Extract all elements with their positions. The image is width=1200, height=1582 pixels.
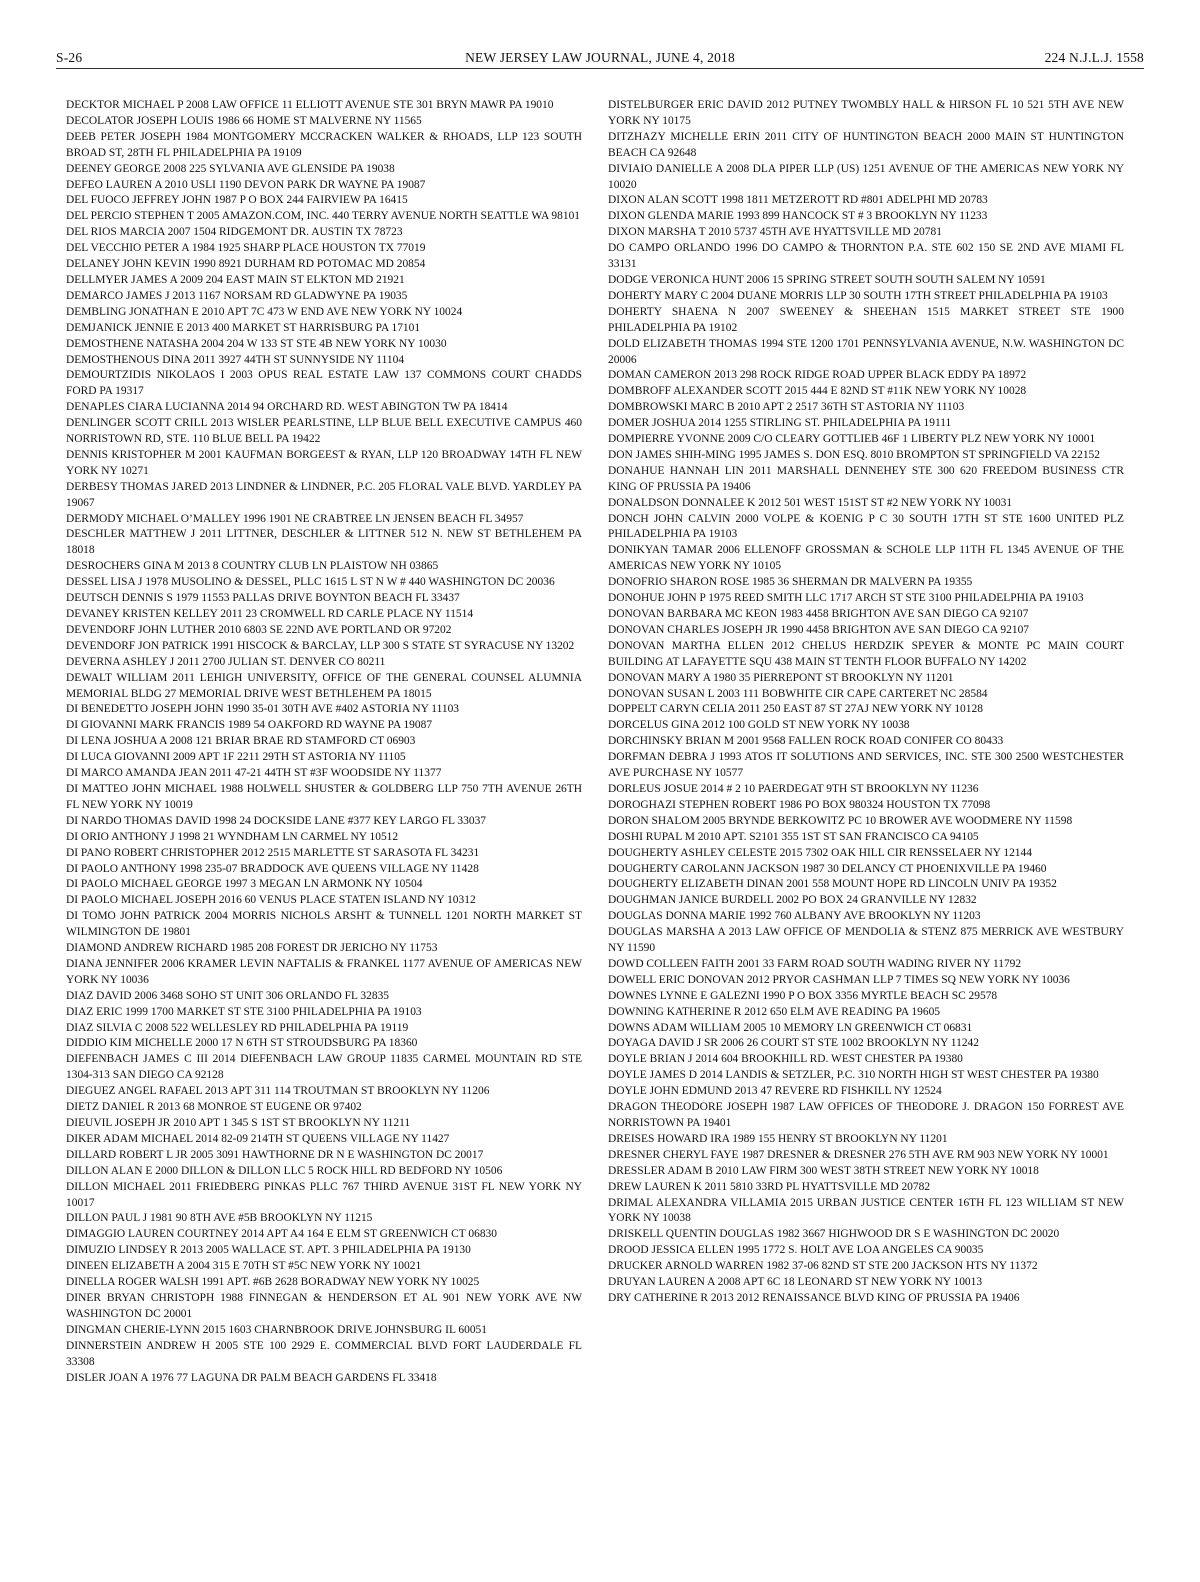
attorney-entry: DILLARD ROBERT L JR 2005 3091 HAWTHORNE DR N E WASHINGTON DC 20017: [66, 1148, 484, 1161]
attorney-entry: DI PANO ROBERT CHRISTOPHER 2012 2515 MARLETTE ST SARASOTA FL 34231: [66, 846, 480, 859]
attorney-entry: DIANA JENNIFER 2006 KRAMER LEVIN NAFTALIS & FRANKEL 1177 AVENUE OF AMERICAS NEW YORK NY 10036: [66, 957, 582, 986]
attorney-entry: DINNERSTEIN ANDREW H 2005 STE 100 2929 E. COMMERCIAL BLVD FORT LAUDERDALE FL 33308: [66, 1339, 582, 1368]
attorney-entry: DODGE VERONICA HUNT 2006 15 SPRING STREET SOUTH SOUTH SALEM NY 10591: [608, 273, 1046, 286]
attorney-entry: DONOVAN BARBARA MC KEON 1983 4458 BRIGHTON AVE SAN DIEGO CA 92107: [608, 608, 1029, 620]
attorney-entry: DI MARCO AMANDA JEAN 2011 47-21 44TH ST #3F WOODSIDE NY 11377: [66, 767, 442, 780]
attorney-entry: DEENEY GEORGE 2008 225 SYLVANIA AVE GLENSIDE PA 19038: [66, 162, 395, 175]
attorney-entry: DOHERTY MARY C 2004 DUANE MORRIS LLP 30 SOUTH 17TH STREET PHILADELPHIA PA 19103: [608, 289, 1108, 302]
attorney-entry: DI PAOLO MICHAEL JOSEPH 2016 60 VENUS PLACE STATEN ISLAND NY 10312: [66, 894, 476, 907]
attorney-entry: DIEUVIL JOSEPH JR 2010 APT 1 345 S 1ST ST BROOKLYN NY 11211: [66, 1117, 411, 1129]
attorney-entry: DECOLATOR JOSEPH LOUIS 1986 66 HOME ST MALVERNE NY 11565: [66, 114, 422, 127]
attorney-entry: DIMAGGIO LAUREN COURTNEY 2014 APT A4 164 E ELM ST GREENWICH CT 06830: [66, 1228, 497, 1241]
attorney-entry: DORCHINSKY BRIAN M 2001 9568 FALLEN ROCK ROAD CONIFER CO 80433: [608, 735, 1004, 748]
attorney-entry: DOUGHMAN JANICE BURDELL 2002 PO BOX 24 GRANVILLE NY 12832: [608, 894, 977, 907]
attorney-entry: DINEEN ELIZABETH A 2004 315 E 70TH ST #5C NEW YORK NY 10021: [66, 1260, 422, 1273]
attorney-entry: DIETZ DANIEL R 2013 68 MONROE ST EUGENE OR 97402: [66, 1101, 362, 1114]
attorney-entry: DIXON GLENDA MARIE 1993 899 HANCOCK ST # 3 BROOKLYN NY 11233: [608, 210, 988, 223]
attorney-entry: DREW LAUREN K 2011 5810 33RD PL HYATTSVILLE MD 20782: [608, 1180, 931, 1193]
attorney-entry: DILLON ALAN E 2000 DILLON & DILLON LLC 5 ROCK HILL RD BEDFORD NY 10506: [66, 1164, 503, 1177]
attorney-entry: DEL PERCIO STEPHEN T 2005 AMAZON.COM, INC. 440 TERRY AVENUE NORTH SEATTLE WA 98101: [66, 210, 581, 223]
citation: 224 N.J.L.J. 1558: [1044, 50, 1144, 65]
attorney-entry: DEMOURTZIDIS NIKOLAOS I 2003 OPUS REAL ESTATE LAW 137 COMMONS COURT CHADDS FORD PA 19317: [66, 369, 582, 398]
attorney-entry: DI PAOLO ANTHONY 1998 235-07 BRADDOCK AVE QUEENS VILLAGE NY 11428: [66, 862, 479, 875]
attorney-entry: DIEGUEZ ANGEL RAFAEL 2013 APT 311 114 TROUTMAN ST BROOKLYN NY 11206: [66, 1085, 490, 1098]
attorney-entry: DI ORIO ANTHONY J 1998 21 WYNDHAM LN CARMEL NY 10512: [66, 830, 399, 843]
attorney-entry: DEL VECCHIO PETER A 1984 1925 SHARP PLACE HOUSTON TX 77019: [66, 242, 426, 255]
attorney-entry: DOYAGA DAVID J SR 2006 26 COURT ST STE 1002 BROOKLYN NY 11242: [608, 1037, 979, 1050]
attorney-entry: DEMOSTHENE NATASHA 2004 204 W 133 ST STE 4B NEW YORK NY 10030: [66, 337, 447, 350]
attorney-entry: DEVENDORF JOHN LUTHER 2010 6803 SE 22ND AVE PORTLAND OR 97202: [66, 623, 452, 636]
attorney-entry: DI GIOVANNI MARK FRANCIS 1989 54 OAKFORD RD WAYNE PA 19087: [66, 719, 433, 732]
attorney-entry: DEMARCO JAMES J 2013 1167 NORSAM RD GLADWYNE PA 19035: [66, 289, 408, 302]
attorney-entry: DORFMAN DEBRA J 1993 ATOS IT SOLUTIONS AND SERVICES, INC. STE 300 2500 WESTCHESTER AVE PURCHASE NY 10577: [608, 751, 1124, 780]
attorney-entry: DIEFENBACH JAMES C III 2014 DIEFENBACH LAW GROUP 11835 CARMEL MOUNTAIN RD STE 1304-313 SAN DIEGO CA 92128: [66, 1053, 582, 1082]
attorney-entry: DECKTOR MICHAEL P 2008 LAW OFFICE 11 ELLIOTT AVENUE STE 301 BRYN MAWR PA 19010: [66, 99, 554, 111]
attorney-entry: DOHERTY SHAENA N 2007 SWEENEY & SHEEHAN 1515 MARKET STREET STE 1900 PHILADELPHIA PA 19102: [608, 305, 1124, 334]
page-number: S-26: [56, 50, 83, 65]
attorney-entry: DIKER ADAM MICHAEL 2014 82-09 214TH ST QUEENS VILLAGE NY 11427: [66, 1132, 450, 1145]
attorney-entry: DOYLE JAMES D 2014 LANDIS & SETZLER, P.C. 310 NORTH HIGH ST WEST CHESTER PA 19380: [608, 1069, 1099, 1082]
attorney-entry: DELLMYER JAMES A 2009 204 EAST MAIN ST ELKTON MD 21921: [66, 273, 405, 286]
attorney-entry: DEVENDORF JON PATRICK 1991 HISCOCK & BARCLAY, LLP 300 S STATE ST SYRACUSE NY 13202: [66, 639, 575, 652]
attorney-entry: DONOHUE JOHN P 1975 REED SMITH LLC 1717 ARCH ST STE 3100 PHILADELPHIA PA 19103: [608, 592, 1084, 605]
attorney-entry: DRAGON THEODORE JOSEPH 1987 LAW OFFICES OF THEODORE J. DRAGON 150 FORREST AVE NORRISTOWN PA 19401: [608, 1101, 1124, 1129]
attorney-entry: DISLER JOAN A 1976 77 LAGUNA DR PALM BEACH GARDENS FL 33418: [66, 1371, 437, 1384]
attorney-entry: DIAZ ERIC 1999 1700 MARKET ST STE 3100 PHILADELPHIA PA 19103: [66, 1005, 422, 1018]
attorney-entry: DITZHAZY MICHELLE ERIN 2011 CITY OF HUNTINGTON BEACH 2000 MAIN ST HUNTINGTON BEACH CA 92648: [608, 130, 1124, 159]
attorney-entry: DI TOMO JOHN PATRICK 2004 MORRIS NICHOLS ARSHT & TUNNELL 1201 NORTH MARKET ST WILMINGTON DE 19801: [66, 910, 582, 939]
attorney-entry: DONOVAN SUSAN L 2003 111 BOBWHITE CIR CAPE CARTERET NC 28584: [608, 687, 988, 700]
attorney-entry: DOUGLAS DONNA MARIE 1992 760 ALBANY AVE BROOKLYN NY 11203: [608, 910, 981, 923]
attorney-entry: DOWELL ERIC DONOVAN 2012 PRYOR CASHMAN LLP 7 TIMES SQ NEW YORK NY 10036: [608, 973, 1070, 986]
attorney-entry: DROOD JESSICA ELLEN 1995 1772 S. HOLT AVE LOA ANGELES CA 90035: [608, 1244, 984, 1257]
attorney-entry: DOWNING KATHERINE R 2012 650 ELM AVE READING PA 19605: [608, 1005, 941, 1018]
attorney-entry: DRUCKER ARNOLD WARREN 1982 37-06 82ND ST STE 200 JACKSON HTS NY 11372: [608, 1260, 1038, 1273]
left-column: [66, 98, 582, 1386]
attorney-entry: DONOFRIO SHARON ROSE 1985 36 SHERMAN DR MALVERN PA 19355: [608, 576, 973, 589]
header-rule: [56, 68, 1144, 69]
attorney-entry: DONIKYAN TAMAR 2006 ELLENOFF GROSSMAN & SCHOLE LLP 11TH FL 1345 AVENUE OF THE AMERICAS NEW YORK NY 10105: [608, 544, 1124, 573]
attorney-entry: DILLON MICHAEL 2011 FRIEDBERG PINKAS PLLC 767 THIRD AVENUE 31ST FL NEW YORK NY 10017: [66, 1180, 582, 1209]
attorney-entry: DRUYAN LAUREN A 2008 APT 6C 18 LEONARD ST NEW YORK NY 10013: [608, 1276, 983, 1289]
attorney-entry: DOMPIERRE YVONNE 2009 C/O CLEARY GOTTLIEB 46F 1 LIBERTY PLZ NEW YORK NY 10001: [608, 433, 1096, 446]
attorney-entry: DONOVAN MARTHA ELLEN 2012 CHELUS HERDZIK SPEYER & MONTE PC MAIN COURT BUILDING AT LAFAYETTE SQU 438 MAIN ST TENTH FLOOR BUFFALO NY 14202: [608, 639, 1124, 668]
attorney-entry: DOPPELT CARYN CELIA 2011 250 EAST 87 ST 27AJ NEW YORK NY 10128: [608, 703, 983, 716]
attorney-entry: DI LUCA GIOVANNI 2009 APT 1F 2211 29TH ST ASTORIA NY 11105: [66, 751, 406, 764]
attorney-entry: DINER BRYAN CHRISTOPH 1988 FINNEGAN & HENDERSON ET AL 901 NEW YORK AVE NW WASHINGTON DC 20001: [66, 1291, 582, 1320]
attorney-entry: DOUGHERTY CAROLANN JACKSON 1987 30 DELANCY CT PHOENIXVILLE PA 19460: [608, 862, 1047, 875]
attorney-entry: DOYLE BRIAN J 2014 604 BROOKHILL RD. WEST CHESTER PA 19380: [608, 1053, 963, 1066]
attorney-entry: DEL RIOS MARCIA 2007 1504 RIDGEMONT DR. AUSTIN TX 78723: [66, 226, 403, 239]
attorney-entry: DONOVAN MARY A 1980 35 PIERREPONT ST BROOKLYN NY 11201: [608, 671, 954, 684]
attorney-entry: DEUTSCH DENNIS S 1979 11553 PALLAS DRIVE BOYNTON BEACH FL 33437: [66, 592, 460, 605]
attorney-entry: DESCHLER MATTHEW J 2011 LITTNER, DESCHLER & LITTNER 512 N. NEW ST BETHLEHEM PA 18018: [66, 528, 582, 557]
attorney-entry: DRISKELL QUENTIN DOUGLAS 1982 3667 HIGHWOOD DR S E WASHINGTON DC 20020: [608, 1228, 1060, 1241]
attorney-entry: DI NARDO THOMAS DAVID 1998 24 DOCKSIDE LANE #377 KEY LARGO FL 33037: [66, 814, 487, 827]
attorney-entry: DIMUZIO LINDSEY R 2013 2005 WALLACE ST. APT. 3 PHILADELPHIA PA 19130: [66, 1244, 471, 1257]
attorney-entry: DOWD COLLEEN FAITH 2001 33 FARM ROAD SOUTH WADING RIVER NY 11792: [608, 957, 1022, 970]
attorney-entry: DONAHUE HANNAH LIN 2011 MARSHALL DENNEHEY STE 300 620 FREEDOM BUSINESS CTR KING OF PRUSSIA PA 19406: [608, 464, 1124, 493]
attorney-entry: DEFEO LAUREN A 2010 USLI 1190 DEVON PARK DR WAYNE PA 19087: [66, 178, 426, 191]
attorney-entry: DENNIS KRISTOPHER M 2001 KAUFMAN BORGEEST & RYAN, LLP 120 BROADWAY 14TH FL NEW YORK NY 10271: [66, 448, 582, 477]
attorney-entry: DOMBROWSKI MARC B 2010 APT 2 2517 36TH ST ASTORIA NY 11103: [608, 401, 965, 414]
attorney-entry: DORLEUS JOSUE 2014 # 2 10 PAERDEGAT 9TH ST BROOKLYN NY 11236: [608, 782, 979, 795]
attorney-entry: DELANEY JOHN KEVIN 1990 8921 DURHAM RD POTOMAC MD 20854: [66, 258, 426, 271]
attorney-entry: DOLD ELIZABETH THOMAS 1994 STE 1200 1701 PENNSYLVANIA AVENUE, N.W. WASHINGTON DC 20006: [608, 337, 1124, 366]
attorney-entry: DOUGHERTY ASHLEY CELESTE 2015 7302 OAK HILL CIR RENSSELAER NY 12144: [608, 846, 1032, 859]
attorney-entry: DONOVAN CHARLES JOSEPH JR 1990 4458 BRIGHTON AVE SAN DIEGO CA 92107: [608, 623, 1030, 636]
attorney-entry: DESROCHERS GINA M 2013 8 COUNTRY CLUB LN PLAISTOW NH 03865: [66, 560, 439, 573]
attorney-entry: DOYLE JOHN EDMUND 2013 47 REVERE RD FISHKILL NY 12524: [608, 1085, 942, 1098]
attorney-entry: DORON SHALOM 2005 BRYNDE BERKOWITZ PC 10 BROWER AVE WOODMERE NY 11598: [608, 814, 1073, 827]
right-column: [608, 98, 1124, 1307]
attorney-entry: DINELLA ROGER WALSH 1991 APT. #6B 2628 BORADWAY NEW YORK NY 10025: [66, 1276, 480, 1289]
attorney-entry: DREISES HOWARD IRA 1989 155 HENRY ST BROOKLYN NY 11201: [608, 1132, 948, 1145]
attorney-entry: DERBESY THOMAS JARED 2013 LINDNER & LINDNER, P.C. 205 FLORAL VALE BLVD. YARDLEY PA 19067: [66, 480, 582, 509]
attorney-entry: DIXON ALAN SCOTT 1998 1811 METZEROTT RD #801 ADELPHI MD 20783: [608, 194, 988, 207]
attorney-entry: DONALDSON DONNALEE K 2012 501 WEST 151ST ST #2 NEW YORK NY 10031: [608, 496, 1013, 509]
attorney-entry: DRESSLER ADAM B 2010 LAW FIRM 300 WEST 38TH STREET NEW YORK NY 10018: [608, 1164, 1039, 1177]
attorney-entry: DI LENA JOSHUA A 2008 121 BRIAR BRAE RD STAMFORD CT 06903: [66, 735, 416, 748]
attorney-entry: DOMBROFF ALEXANDER SCOTT 2015 444 E 82ND ST #11K NEW YORK NY 10028: [608, 385, 1027, 398]
attorney-entry: DEMJANICK JENNIE E 2013 400 MARKET ST HARRISBURG PA 17101: [66, 321, 421, 334]
attorney-entry: DISTELBURGER ERIC DAVID 2012 PUTNEY TWOMBLY HALL & HIRSON FL 10 521 5TH AVE NEW YORK NY 10175: [608, 99, 1124, 127]
attorney-entry: DONCH JOHN CALVIN 2000 VOLPE & KOENIG P C 30 SOUTH 17TH ST STE 1600 UNITED PLZ PHILADELPHIA PA 19103: [608, 512, 1124, 541]
attorney-entry: DEVERNA ASHLEY J 2011 2700 JULIAN ST. DENVER CO 80211: [66, 655, 386, 668]
attorney-entry: DIXON MARSHA T 2010 5737 45TH AVE HYATTSVILLE MD 20781: [608, 226, 942, 239]
attorney-entry: DEWALT WILLIAM 2011 LEHIGH UNIVERSITY, OFFICE OF THE GENERAL COUNSEL ALUMNIA MEMORIAL BLDG 27 MEMORIAL DRIVE WEST BETHLEHEM PA 18015: [66, 671, 582, 700]
attorney-entry: DENAPLES CIARA LUCIANNA 2014 94 ORCHARD RD. WEST ABINGTON TW PA 18414: [66, 401, 508, 414]
attorney-entry: DEL FUOCO JEFFREY JOHN 1987 P O BOX 244 FAIRVIEW PA 16415: [66, 194, 408, 207]
attorney-entry: DIVIAIO DANIELLE A 2008 DLA PIPER LLP (US) 1251 AVENUE OF THE AMERICAS NEW YORK NY 10020: [608, 162, 1124, 191]
attorney-entry: DRY CATHERINE R 2013 2012 RENAISSANCE BLVD KING OF PRUSSIA PA 19406: [608, 1291, 1020, 1304]
attorney-entry: DRIMAL ALEXANDRA VILLAMIA 2015 URBAN JUSTICE CENTER 16TH FL 123 WILLIAM ST NEW YORK NY 10038: [608, 1196, 1124, 1225]
attorney-entry: DIAZ SILVIA C 2008 522 WELLESLEY RD PHILADELPHIA PA 19119: [66, 1021, 409, 1034]
attorney-entry: DI MATTEO JOHN MICHAEL 1988 HOLWELL SHUSTER & GOLDBERG LLP 750 7TH AVENUE 26TH FL NEW YORK NY 10019: [66, 782, 582, 811]
attorney-entry: DIAMOND ANDREW RICHARD 1985 208 FOREST DR JERICHO NY 11753: [66, 942, 438, 955]
attorney-entry: DILLON PAUL J 1981 90 8TH AVE #5B BROOKLYN NY 11215: [66, 1212, 373, 1225]
attorney-entry: DON JAMES SHIH-MING 1995 JAMES S. DON ESQ. 8010 BROMPTON ST SPRINGFIELD VA 22152: [608, 448, 1100, 461]
attorney-entry: DEMOSTHENOUS DINA 2011 3927 44TH ST SUNNYSIDE NY 11104: [66, 353, 405, 366]
attorney-entry: DIDDIO KIM MICHELLE 2000 17 N 6TH ST STROUDSBURG PA 18360: [66, 1037, 418, 1050]
attorney-entry: DEMBLING JONATHAN E 2010 APT 7C 473 W END AVE NEW YORK NY 10024: [66, 305, 463, 318]
attorney-entry: DOMER JOSHUA 2014 1255 STIRLING ST. PHILADELPHIA PA 19111: [608, 417, 952, 430]
attorney-entry: DENLINGER SCOTT CRILL 2013 WISLER PEARLSTINE, LLP BLUE BELL EXECUTIVE CAMPUS 460 NORRISTOWN RD, STE. 110 BLUE BELL PA 19422: [66, 417, 582, 446]
attorney-entry: DEEB PETER JOSEPH 1984 MONTGOMERY MCCRACKEN WALKER & RHOADS, LLP 123 SOUTH BROAD ST, 28TH FL PHILADELPHIA PA 19109: [66, 130, 582, 159]
attorney-entry: DEVANEY KRISTEN KELLEY 2011 23 CROMWELL RD CARLE PLACE NY 11514: [66, 608, 474, 620]
attorney-entry: DOROGHAZI STEPHEN ROBERT 1986 PO BOX 980324 HOUSTON TX 77098: [608, 798, 991, 811]
attorney-entry: DESSEL LISA J 1978 MUSOLINO & DESSEL, PLLC 1615 L ST N W # 440 WASHINGTON DC 20036: [66, 576, 555, 589]
attorney-entry: DIAZ DAVID 2006 3468 SOHO ST UNIT 306 ORLANDO FL 32835: [66, 989, 390, 1002]
attorney-entry: DOUGLAS MARSHA A 2013 LAW OFFICE OF MENDOLIA & STENZ 875 MERRICK AVE WESTBURY NY 11590: [608, 926, 1124, 955]
attorney-entry: DO CAMPO ORLANDO 1996 DO CAMPO & THORNTON P.A. STE 602 150 SE 2ND AVE MIAMI FL 33131: [608, 242, 1124, 271]
attorney-entry: DOWNES LYNNE E GALEZNI 1990 P O BOX 3356 MYRTLE BEACH SC 29578: [608, 989, 998, 1002]
attorney-entry: DI BENEDETTO JOSEPH JOHN 1990 35-01 30TH AVE #402 ASTORIA NY 11103: [66, 703, 460, 716]
attorney-entry: DOSHI RUPAL M 2010 APT. S2101 355 1ST ST SAN FRANCISCO CA 94105: [608, 830, 979, 843]
attorney-entry: DRESNER CHERYL FAYE 1987 DRESNER & DRESNER 276 5TH AVE RM 903 NEW YORK NY 10001: [608, 1148, 1109, 1161]
attorney-entry: DINGMAN CHERIE-LYNN 2015 1603 CHARNBROOK DRIVE JOHNSBURG IL 60051: [66, 1323, 487, 1336]
attorney-entry: DOUGHERTY ELIZABETH DINAN 2001 558 MOUNT HOPE RD LINCOLN UNIV PA 19352: [608, 878, 1057, 891]
attorney-entry: DORCELUS GINA 2012 100 GOLD ST NEW YORK NY 10038: [608, 719, 910, 732]
journal-title: NEW JERSEY LAW JOURNAL, JUNE 4, 2018: [465, 50, 735, 65]
attorney-entry: DOWNS ADAM WILLIAM 2005 10 MEMORY LN GREENWICH CT 06831: [608, 1021, 973, 1034]
attorney-entry: DERMODY MICHAEL O’MALLEY 1996 1901 NE CRABTREE LN JENSEN BEACH FL 34957: [66, 512, 524, 525]
attorney-entry: DOMAN CAMERON 2013 298 ROCK RIDGE ROAD UPPER BLACK EDDY PA 18972: [608, 369, 1027, 382]
attorney-entry: DI PAOLO MICHAEL GEORGE 1997 3 MEGAN LN ARMONK NY 10504: [66, 878, 423, 891]
